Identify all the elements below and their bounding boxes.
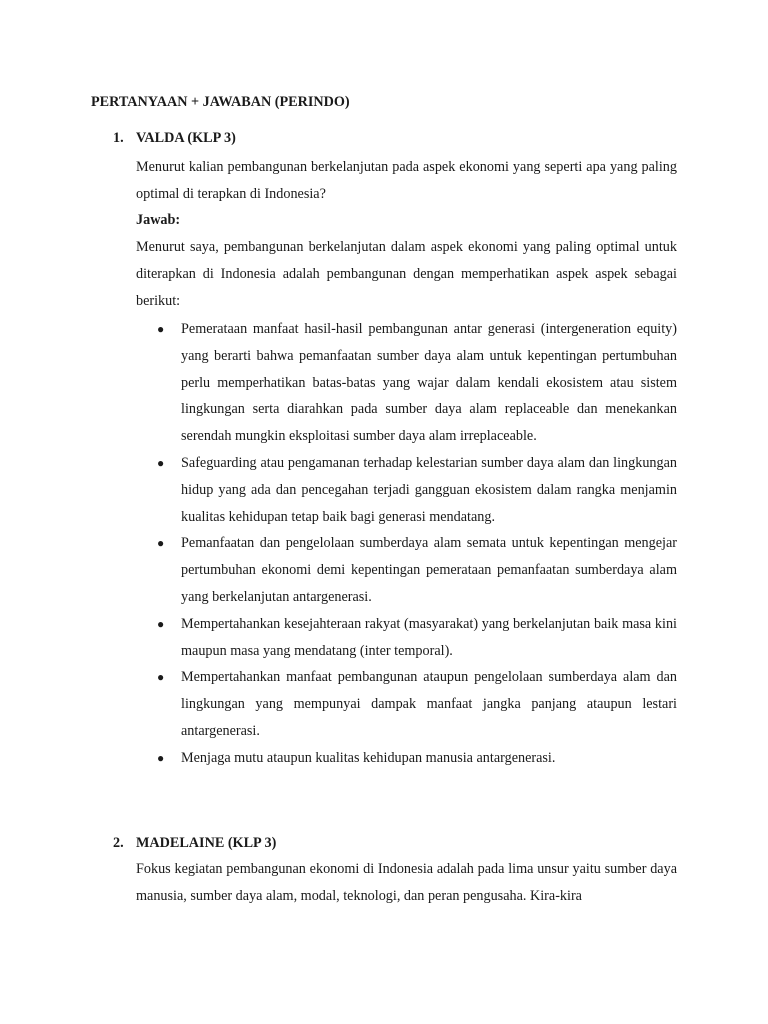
question-1-asker: VALDA (KLP 3) xyxy=(136,130,236,146)
bullet-icon: ● xyxy=(157,670,165,685)
question-2-number: 2. xyxy=(113,835,124,851)
answer-1-label: Jawab: xyxy=(136,212,181,228)
answer-1-point: ● Menjaga mutu ataupun kualitas kehidupan manusia antargenerasi. xyxy=(136,745,677,772)
answer-1-point: ● Pemanfaatan dan pengelolaan sumberdaya alam semata untuk kepentingan mengejar pertumbuhan ekonomi demi kepentingan pemerataan pemanfaatan sumberdaya alam yang berkelanjutan antargenerasi. xyxy=(136,530,677,610)
question-2-heading xyxy=(113,835,276,852)
answer-1-point: ● Safeguarding atau pengamanan terhadap kelestarian sumber daya alam dan lingkungan hidup yang ada dan pencegahan terjadi gangguan ekosistem dalam rangka menjamin kualitas kehidupan tetap baik bagi generasi mendatang. xyxy=(136,450,677,530)
answer-1-intro: Menurut saya, pembangunan berkelanjutan dalam aspek ekonomi yang paling optimal untuk diterapkan di Indonesia adalah pembangunan dengan memperhatikan aspek aspek sebagai berikut: xyxy=(136,239,677,309)
question-2-asker: MADELAINE (KLP 3) xyxy=(136,835,277,851)
bullet-icon: ● xyxy=(157,322,165,336)
question-2-text: Fokus kegiatan pembangunan ekonomi di Indonesia adalah pada lima unsur yaitu sumber daya manusia, sumber daya alam, modal, teknologi, dan peran pengusaha. Kira-kira xyxy=(136,861,677,904)
answer-1-point: ● Mempertahankan kesejahteraan rakyat (masyarakat) yang berkelanjutan baik masa kini maupun masa yang mendatang (inter temporal). xyxy=(136,611,677,665)
answer-1-points xyxy=(136,316,677,772)
question-1-number: 1. xyxy=(113,130,124,146)
bullet-icon: ● xyxy=(157,616,165,631)
answer-1-point: ● Pemerataan manfaat hasil-hasil pembangunan antar generasi (intergeneration equity) yang berarti bahwa pemanfaatan sumber daya alam untuk kepentingan pertumbuhan perlu memperhatikan batas-batas yang wajar dalam kendali ekosistem atau sistem lingkungan serta diarahkan pada sumber daya alam replaceable dan menekankan serendah mungkin eksploitasi sumber daya alam irreplaceable. xyxy=(136,316,677,450)
question-1-heading xyxy=(113,130,236,147)
bullet-icon: ● xyxy=(157,455,165,470)
document-title: PERTANYAAN + JAWABAN (PERINDO) xyxy=(91,94,350,110)
question-1-text: Menurut kalian pembangunan berkelanjutan pada aspek ekonomi yang seperti apa yang paling optimal di terapkan di Indonesia? xyxy=(136,159,677,202)
bullet-icon: ● xyxy=(157,536,165,551)
bullet-icon: ● xyxy=(157,750,165,765)
answer-1-point: ● Mempertahankan manfaat pembangunan ataupun pengelolaan sumberdaya alam dan lingkungan yang mempunyai dampak manfaat jangka panjang ataupun lestari antargenerasi. xyxy=(136,664,677,744)
